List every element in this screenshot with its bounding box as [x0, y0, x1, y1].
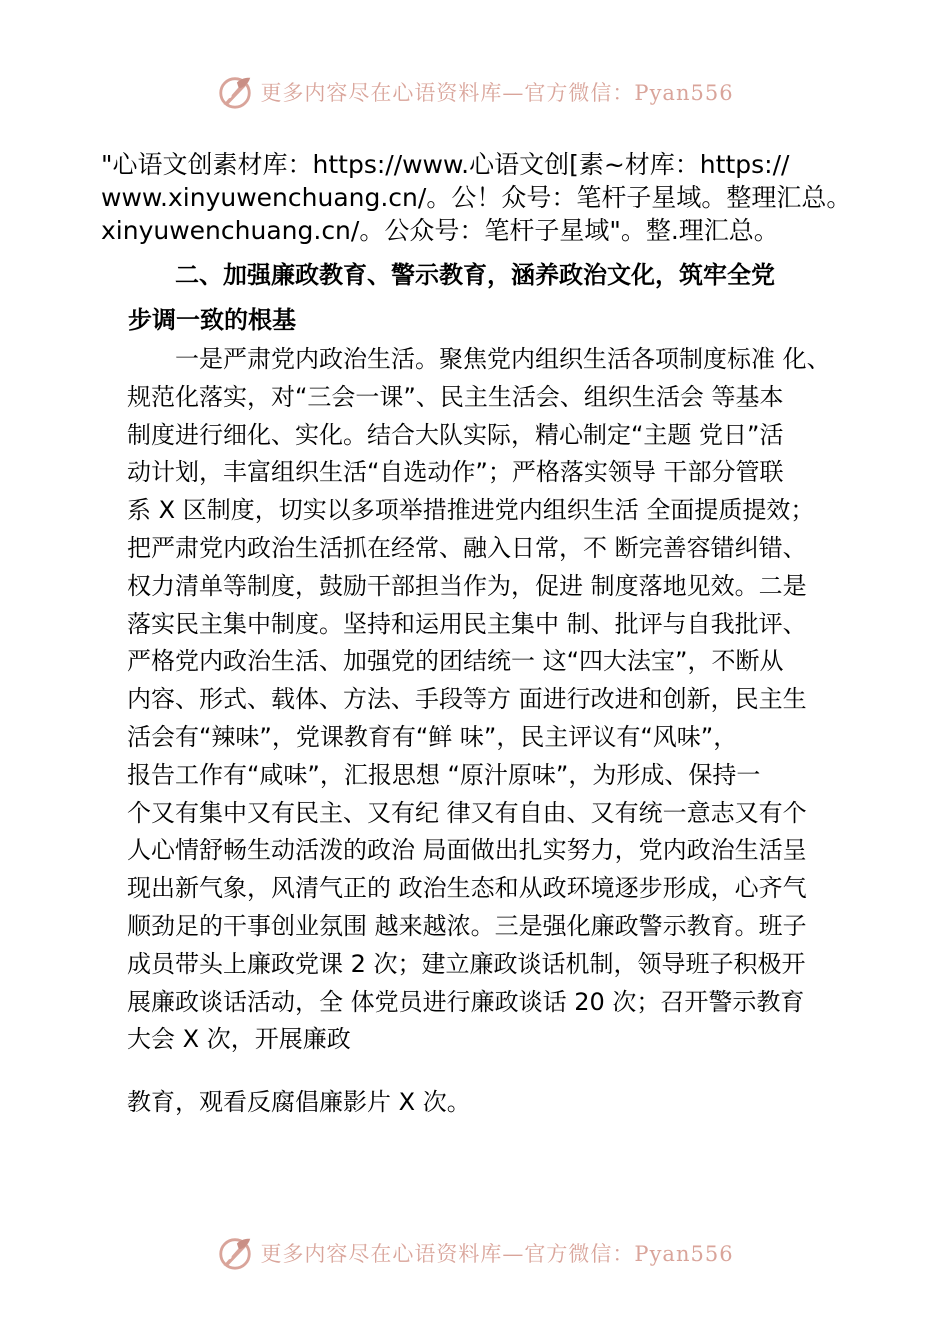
body-line: 活会有“辣味”，党课教育有“鲜 味”，民主评议有“风味”， — [127, 722, 738, 751]
body-line: 现出新气象，风清气正的 政治生态和从政环境逐步形成，心齐气 — [127, 874, 807, 903]
body-line: 内容、形式、载体、方法、手段等方 面进行改进和创新，民主生 — [127, 685, 807, 714]
body-line: 权力清单等制度，鼓励干部担当作为，促进 制度落地见效。二是 — [127, 571, 807, 600]
quill-logo-icon — [216, 1234, 254, 1272]
body-line: 一是严肃党内政治生活。聚焦党内组织生活各项制度标准 化、 — [127, 345, 831, 373]
source-line: www.xinyuwenchuang.cn/。公！众号：笔杆子星域。整理汇总。 — [101, 183, 852, 212]
body-line: 系 X 区制度，切实以多项举措推进党内组织生活 全面提质提效； — [127, 496, 815, 525]
watermark-text: 更多内容尽在心语资料库—官方微信：Pyan556 — [260, 81, 734, 105]
body-line: 把严肃党内政治生活抓在经常、融入日常，不 断完善容错纠错、 — [127, 533, 807, 562]
section-heading-line-1: 二、加强廉政教育、警示教育，涵养政治文化，筑牢全党 — [175, 261, 775, 289]
body-line: 严格党内政治生活、加强党的团结统一 这“四大法宝”，不断从 — [127, 647, 784, 676]
source-line: "心语文创素材库：https://www.心语文创[素~材库：https:// — [101, 150, 790, 179]
body-line: 规范化落实，对“三会一课”、民主生活会、组织生活会 等基本 — [127, 382, 784, 411]
body-line: 人心情舒畅生动活泼的政治 局面做出扎实努力，党内政治生活呈 — [127, 836, 807, 865]
quill-logo-icon — [216, 73, 254, 111]
body-line: 落实民主集中制度。坚持和运用民主集中 制、批评与自我批评、 — [127, 609, 807, 638]
body-line: 顺劲足的干事创业氛围 越来越浓。三是强化廉政警示教育。班子 — [127, 911, 807, 940]
footer-watermark — [0, 1233, 950, 1273]
closing-line: 教育，观看反腐倡廉影片 X 次。 — [127, 1088, 471, 1116]
watermark-text: 更多内容尽在心语资料库—官方微信：Pyan556 — [260, 1242, 734, 1266]
body-line: 动计划，丰富组织生活“自选动作”；严格落实领导 干部分管联 — [127, 458, 784, 487]
body-line: 成员带头上廉政党课 2 次；建立廉政谈话机制，领导班子积极开 — [127, 949, 806, 978]
body-line: 展廉政谈话活动，全 体党员进行廉政谈话 20 次；召开警示教育 — [127, 987, 805, 1016]
body-line: 制度进行细化、实化。结合大队实际，精心制定“主题 党日”活 — [127, 420, 784, 449]
source-text-block — [101, 148, 851, 247]
section-heading-line-2: 步调一致的根基 — [128, 306, 296, 334]
body-line: 个又有集中又有民主、又有纪 律又有自由、又有统一意志又有个 — [127, 798, 807, 827]
body-paragraph — [127, 341, 831, 1059]
source-line: xinyuwenchuang.cn/。公众号：笔杆子星域"。整.理汇总。 — [101, 216, 779, 245]
body-line: 报告工作有“咸味”，汇报思想 “原汁原味”，为形成、保持一 — [127, 760, 761, 789]
body-line: 大会 X 次，开展廉政 — [127, 1025, 351, 1054]
header-watermark — [0, 72, 950, 112]
